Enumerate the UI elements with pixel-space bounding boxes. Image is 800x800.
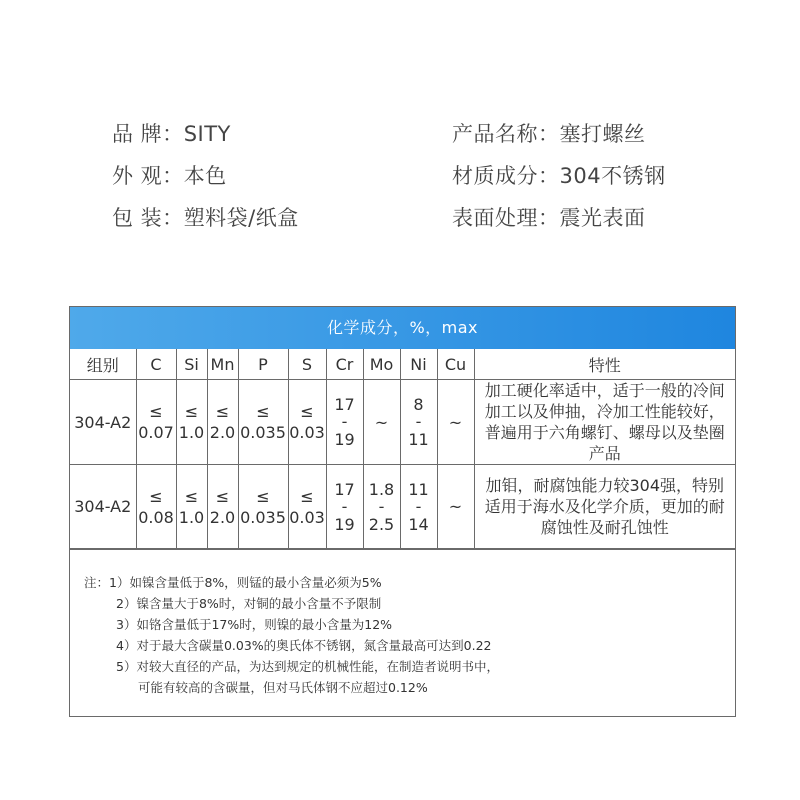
cell-ni — [400, 465, 437, 549]
cell-group: 304-A2 — [70, 380, 136, 465]
appearance-value: 本色 — [183, 164, 227, 188]
le-sign: ≤ — [256, 402, 270, 421]
le-sign: ≤ — [300, 486, 314, 506]
value: 0.07 — [138, 423, 174, 442]
spec-product-name — [452, 118, 646, 148]
note-5-continued: 可能有较高的含碳量，但对马氏体钢不应超过0.12% — [138, 680, 428, 695]
note-1: 注：1）如镍含量低于8%，则锰的最小含量必须为5% — [84, 575, 382, 590]
value: 0.035 — [240, 507, 286, 527]
table-title: 化学成分，%，max — [70, 307, 735, 349]
le-sign: ≤ — [149, 486, 163, 506]
col-header-p: P — [238, 349, 288, 380]
range-max: 11 — [408, 430, 429, 449]
le-sign: ≤ — [256, 486, 270, 506]
notes-section — [70, 549, 735, 716]
value: 0.03 — [289, 423, 325, 442]
brand-value: SITY — [183, 122, 231, 146]
value: 1.0 — [178, 423, 205, 442]
le-sign: ≤ — [149, 402, 163, 421]
value: 0.03 — [289, 507, 325, 527]
col-header-mn: Mn — [207, 349, 238, 380]
cell-si — [176, 465, 207, 549]
cell-group: 304-A2 — [70, 465, 136, 549]
cell-mn — [207, 465, 238, 549]
note-2: 2）镍含量大于8%时，对铜的最小含量不予限制 — [116, 596, 382, 611]
col-header-cu: Cu — [437, 349, 474, 380]
cell-p — [238, 380, 288, 465]
cell-p — [238, 465, 288, 549]
header-row — [70, 349, 735, 380]
range-min: 1.8 — [368, 479, 395, 499]
range-min: 11 — [408, 479, 429, 499]
cell-mn — [207, 380, 238, 465]
material-value: 304不锈钢 — [559, 164, 666, 188]
value: 2.0 — [209, 507, 236, 527]
le-sign: ≤ — [300, 402, 314, 421]
range-dash: - — [341, 412, 348, 431]
note-5: 5）对较大直径的产品，为达到规定的机械性能，在制造者说明书中， — [116, 659, 499, 674]
range-max: 14 — [408, 514, 429, 534]
cell-cu: ~ — [437, 465, 474, 549]
range-max: 19 — [334, 430, 355, 449]
cell-ni — [400, 380, 437, 465]
col-header-si: Si — [176, 349, 207, 380]
col-header-property: 特性 — [474, 349, 735, 380]
le-sign: ≤ — [215, 486, 230, 506]
surface-value: 震光表面 — [559, 206, 646, 230]
col-header-ni: Ni — [400, 349, 437, 380]
cell-cr — [326, 465, 363, 549]
le-sign: ≤ — [184, 486, 199, 506]
cell-property: 加工硬化率适中，适于一般的冷间加工以及伸抽，冷加工性能较好，普遍用于六角螺钉、螺母以及垫圈产品 — [474, 380, 735, 465]
package-label: 包 装： — [112, 206, 184, 230]
cell-cr — [326, 380, 363, 465]
note-4: 4）对于最大含碳量0.03%的奥氏体不锈钢，氮含量最高可达到0.22 — [116, 638, 492, 653]
appearance-label: 外 观： — [112, 164, 184, 188]
cell-s — [288, 465, 326, 549]
cell-property: 加钼，耐腐蚀能力较304强，特别适用于海水及化学介质，更加的耐腐蚀性及耐孔蚀性 — [474, 465, 735, 549]
range-dash: - — [415, 496, 422, 516]
range-min: 17 — [334, 479, 355, 499]
cell-c — [136, 380, 176, 465]
cell-cu: ~ — [437, 380, 474, 465]
table-row — [70, 465, 735, 549]
product-label: 产品名称： — [452, 122, 560, 146]
note-3: 3）如铬含量低于17%时，则镍的最小含量为12% — [116, 617, 393, 632]
range-dash: - — [378, 496, 385, 516]
cell-s — [288, 380, 326, 465]
value: 2.0 — [209, 423, 236, 442]
spec-surface — [452, 202, 646, 232]
le-sign: ≤ — [184, 402, 199, 421]
col-header-mo: Mo — [363, 349, 400, 380]
col-header-cr: Cr — [326, 349, 363, 380]
surface-label: 表面处理： — [452, 206, 560, 230]
cell-c — [136, 465, 176, 549]
col-header-c: C — [136, 349, 176, 380]
cell-si — [176, 380, 207, 465]
material-label: 材质成分： — [452, 164, 560, 188]
col-header-s: S — [288, 349, 326, 380]
package-value: 塑料袋/纸盒 — [183, 206, 299, 230]
spec-brand — [112, 118, 231, 148]
value: 0.035 — [240, 423, 286, 442]
cell-mo — [363, 465, 400, 549]
range-min: 8 — [413, 395, 424, 414]
range-dash: - — [341, 496, 348, 516]
col-header-group: 组别 — [70, 349, 136, 380]
cell-mo: ~ — [363, 380, 400, 465]
value: 0.08 — [138, 507, 174, 527]
range-max: 2.5 — [368, 514, 395, 534]
value: 1.0 — [178, 507, 205, 527]
le-sign: ≤ — [215, 402, 230, 421]
composition-grid — [70, 349, 735, 549]
table-row — [70, 380, 735, 465]
spec-package — [112, 202, 299, 232]
brand-label: 品 牌： — [112, 122, 184, 146]
range-max: 19 — [334, 514, 355, 534]
product-value: 塞打螺丝 — [559, 122, 646, 146]
chemical-composition-table — [69, 306, 736, 717]
range-dash: - — [415, 412, 422, 431]
notes-prefix: 注： — [84, 575, 110, 590]
spec-appearance — [112, 160, 227, 190]
range-min: 17 — [334, 395, 355, 414]
spec-material — [452, 160, 666, 190]
